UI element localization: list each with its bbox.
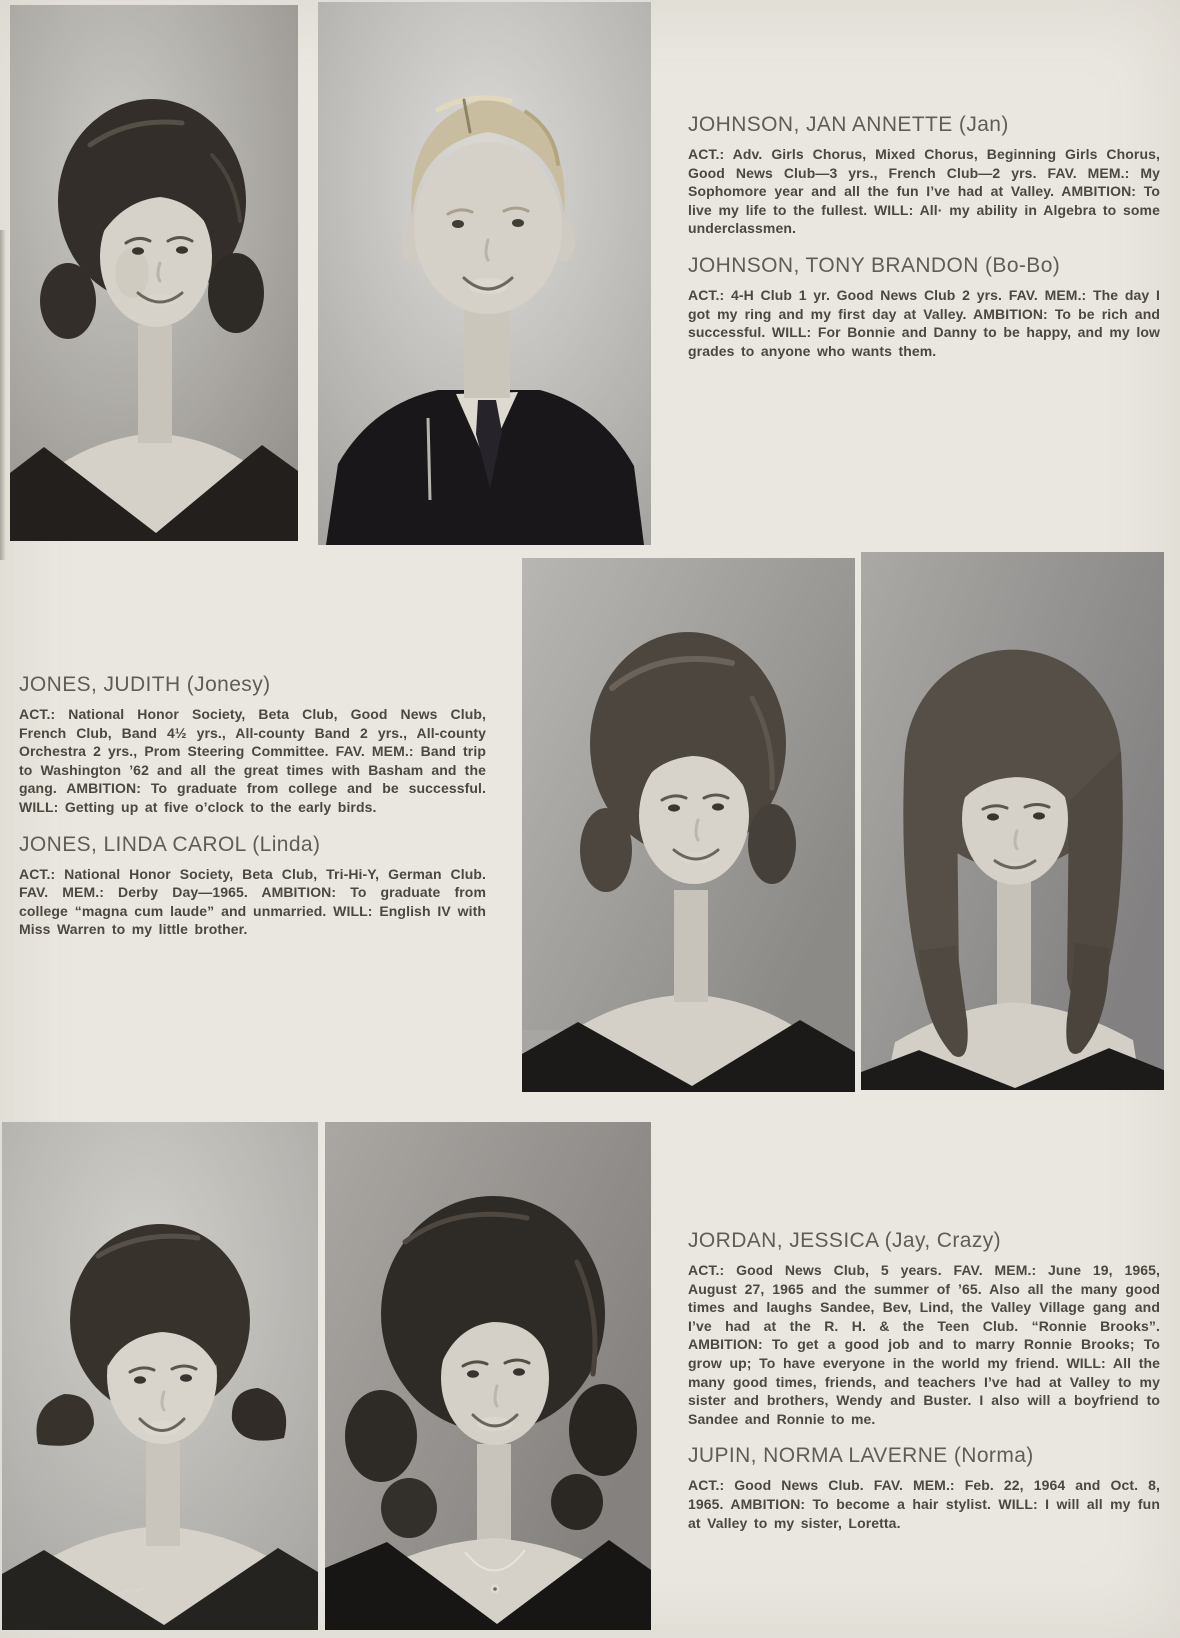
entry-jordan-jessica [688,1228,1160,1428]
entries-middle-left [19,672,486,939]
portrait-photo-6 [325,1122,651,1630]
student-bio-jupin-norma: ACT.: Good News Club. FAV. MEM.: Feb. 22, 1964 and Oct. 8, 1965. AMBITION: To become a hair stylist. WILL: I will all my fun at Valley to my sister, Loretta. [688,1477,1160,1531]
portrait-photo-1 [10,5,298,541]
entry-johnson-tony [688,253,1160,360]
entries-bottom-right [688,1228,1160,1532]
student-name-jupin-norma: JUPIN, NORMA LAVERNE (Norma) [688,1444,1034,1468]
entry-jones-linda [19,832,486,939]
portrait-photo-2 [318,2,651,545]
student-bio-jones-linda: ACT.: National Honor Society, Beta Club, Tri-Hi-Y, German Club. FAV. MEM.: Derby Day—1965. AMBITION: To graduate from college “magna cum laude” and unmarried. WILL: English IV with Miss Warren to my little brother. [19,865,486,938]
student-name-jordan-jessica: JORDAN, JESSICA (Jay, Crazy) [688,1229,1002,1252]
entry-jupin-norma [688,1443,1160,1532]
entry-johnson-jan [688,112,1160,238]
portrait-photo-3 [522,558,855,1092]
student-bio-johnson-jan: ACT.: Adv. Girls Chorus, Mixed Chorus, Beginning Girls Chorus, Good News Club—3 yrs., French Club—2 yrs. FAV. MEM.: My Sophomore year and all the fun I’ve had at Valley. AMBITION: To live my life to the fullest. WILL: All· my ability in Algebra to some underclassmen. [688,146,1160,237]
student-bio-jordan-jessica: ACT.: Good News Club, 5 years. FAV. MEM.: June 19, 1965, August 27, 1965 and the summer of ’65. Also all the many good times and laughs Sandee, Bev, Lind, the Valley Village gang and I’ve had at the R. H. & the Teen Club. “Ronnie Brooks”. AMBITION: To get a good job and to marry Ronnie Brooks; To grow up; To have everyone in the world my friend. WILL: All the many good times, friends, and teachers I’ve had at Valley to my sister and brothers, Wendy and Buster. I also will a boyfriend to Sandee and Ronnie to me. [688,1262,1160,1427]
student-bio-johnson-tony: ACT.: 4-H Club 1 yr. Good News Club 2 yrs. FAV. MEM.: The day I got my ring and my first day at Valley. AMBITION: To be rich and successful. WILL: For Bonnie and Danny to be happy, and my low grades to anyone who wants them. [688,286,1160,359]
entry-jones-judith [19,672,486,817]
student-name-johnson-jan: JOHNSON, JAN ANNETTE (Jan) [688,113,1009,136]
student-name-jones-linda: JONES, LINDA CAROL (Linda) [19,832,321,856]
student-bio-jones-judith: ACT.: National Honor Society, Beta Club, Good News Club, French Club, Band 4½ yrs., All-county Band 2 yrs., All-county Orchestra 2 yrs., Prom Steering Committee. FAV. MEM.: Band trip to Washington ’62 and all the great times with Basham and the gang. AMBITION: To graduate from college and be successful. WILL: Getting up at five o’clock to the early birds. [19,706,486,815]
student-name-jones-judith: JONES, JUDITH (Jonesy) [19,673,271,696]
entries-top-right [688,112,1160,360]
portrait-photo-4 [861,552,1164,1090]
portrait-photo-5 [2,1122,318,1630]
student-name-johnson-tony: JOHNSON, TONY BRANDON (Bo-Bo) [688,253,1061,277]
